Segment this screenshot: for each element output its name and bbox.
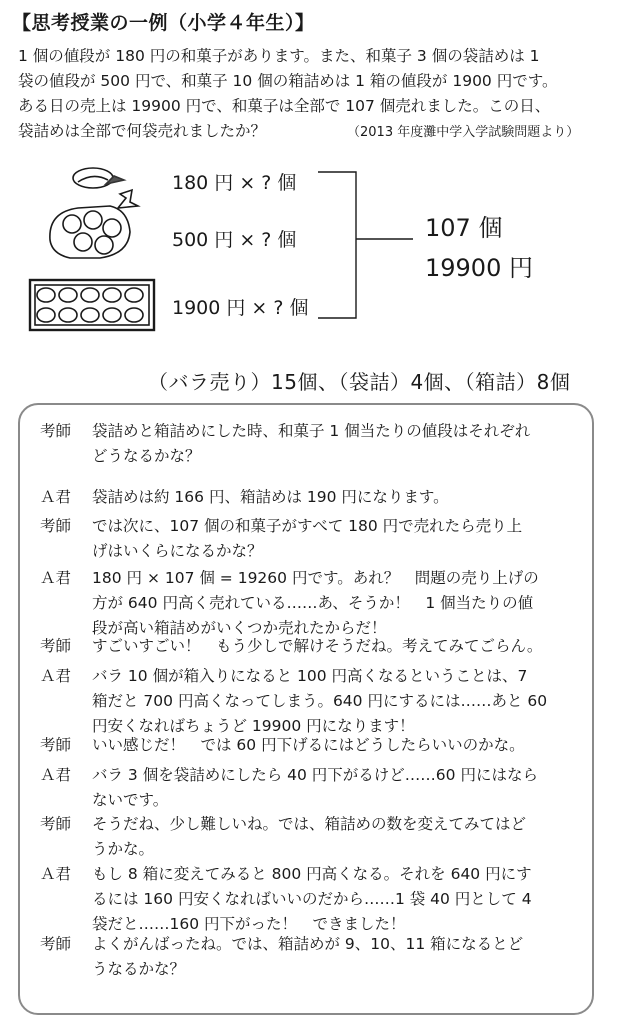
dialogue-entry <box>40 514 580 564</box>
speech-line: うかな。 <box>92 840 155 858</box>
speaker-label: 考師 <box>40 422 72 440</box>
speaker-label: 考師 <box>40 637 72 655</box>
dialogue-entry <box>40 566 580 641</box>
speech-text <box>92 514 580 564</box>
speaker-label: 考師 <box>40 736 72 754</box>
speaker-label: Ａ君 <box>40 569 72 587</box>
dialogue-box <box>18 403 594 1015</box>
speech-line: どうなるかな？ <box>92 447 201 465</box>
dialogue-entry <box>40 932 580 982</box>
dialogue-entry <box>40 862 580 937</box>
box-of-sweets-icon <box>30 280 154 330</box>
speech-line: 袋詰めは約 166 円、箱詰めは 190 円になります。 <box>92 488 449 506</box>
speaker-label: 考師 <box>40 517 72 535</box>
bag-price-formula: 500 円 × ? 個 <box>172 229 297 251</box>
speech-line: 180 円 × 107 個 = 19260 円です。あれ？ 問題の売り上げの <box>92 569 539 587</box>
dialogue-entry <box>40 664 580 739</box>
speech-line: 袋だと……160 円下がった！ できました！ <box>92 915 406 933</box>
speech-text <box>92 763 580 813</box>
speech-text <box>92 733 580 758</box>
speaker-label: Ａ君 <box>40 766 72 784</box>
bracket-lines <box>318 172 413 318</box>
speech-line: 方が 640 円高く売れている……あ、そうか！ 1 個当たりの値 <box>92 594 534 612</box>
section-title: 【思考授業の一例（小学４年生）】 <box>12 12 315 34</box>
speech-text <box>92 485 580 510</box>
speech-line: げはいくらになるかな？ <box>92 542 263 560</box>
speech-text <box>92 664 580 739</box>
speaker-label: 考師 <box>40 815 72 833</box>
dialogue-entry <box>40 763 580 813</box>
speech-line: すごいすごい！ もう少しで解けそうだね。考えてみてごらん。 <box>92 637 543 655</box>
total-count: 107 個 <box>425 214 503 242</box>
total-price: 19900 円 <box>425 254 533 282</box>
single-sweet-icon <box>73 168 124 188</box>
speech-line: もし 8 箱に変えてみると 800 円高くなる。それを 640 円にす <box>92 865 532 883</box>
speech-line: よくがんばったね。では、箱詰めが 9、10、11 箱になるとど <box>92 935 524 953</box>
dialogue-entry <box>40 485 580 510</box>
problem-source: （2013 年度灘中学入学試験問題より） <box>347 125 580 140</box>
speech-line: そうだね、少し難しいね。では、箱詰めの数を変えてみてはど <box>92 815 527 833</box>
speech-text <box>92 862 580 937</box>
dialogue-entry <box>40 733 580 758</box>
problem-line: 袋の値段が 500 円で、和菓子 10 個の箱詰めは 1 箱の値段が 1900 円です。 <box>18 72 558 90</box>
speech-text <box>92 932 580 982</box>
diagram-drawing <box>0 150 640 380</box>
problem-diagram <box>0 150 640 380</box>
speech-text <box>92 566 580 641</box>
speech-line: では次に、107 個の和菓子がすべて 180 円で売れたら売り上 <box>92 517 523 535</box>
speaker-label: Ａ君 <box>40 865 72 883</box>
speech-line: うなるかな？ <box>92 960 186 978</box>
bag-of-sweets-icon <box>50 190 138 258</box>
speaker-label: 考師 <box>40 935 72 953</box>
speech-line: いい感じだ！ では 60 円下げるにはどうしたらいいのかな。 <box>92 736 525 754</box>
answer-line: （バラ売り）15個、（袋詰）4個、（箱詰）8個 <box>148 370 571 394</box>
speech-line: バラ 3 個を袋詰めにしたら 40 円下がるけど……60 円にはなら <box>92 766 538 784</box>
speaker-label: Ａ君 <box>40 667 72 685</box>
dialogue-entry <box>40 634 580 659</box>
speech-line: バラ 10 個が箱入りになると 100 円高くなるということは、7 <box>92 667 528 685</box>
box-price-formula: 1900 円 × ? 個 <box>172 297 309 319</box>
speaker-label: Ａ君 <box>40 488 72 506</box>
speech-line: ないです。 <box>92 791 169 809</box>
speech-line: 段が高い箱詰めがいくつか売れたからだ！ <box>92 619 387 637</box>
dialogue-entry <box>40 812 580 862</box>
speech-line: 円安くなればちょうど 19900 円になります！ <box>92 717 415 735</box>
problem-line: ある日の売上は 19900 円で、和菓子は全部で 107 個売れました。この日、 <box>18 97 551 115</box>
speech-line: 箱だと 700 円高くなってしまう。640 円にするには……あと 60 <box>92 692 548 710</box>
problem-line: 1 個の値段が 180 円の和菓子があります。また、和菓子 3 個の袋詰めは 1 <box>18 47 540 65</box>
single-price-formula: 180 円 × ? 個 <box>172 172 297 194</box>
speech-text <box>92 634 580 659</box>
speech-text <box>92 419 580 469</box>
speech-text <box>92 812 580 862</box>
speech-line: 袋詰めと箱詰めにした時、和菓子 1 個当たりの値段はそれぞれ <box>92 422 531 440</box>
dialogue-entry <box>40 419 580 469</box>
problem-line: 袋詰めは全部で何袋売れましたか？ <box>18 122 267 140</box>
speech-line: るには 160 円安くなればいいのだから……1 袋 40 円として 4 <box>92 890 532 908</box>
